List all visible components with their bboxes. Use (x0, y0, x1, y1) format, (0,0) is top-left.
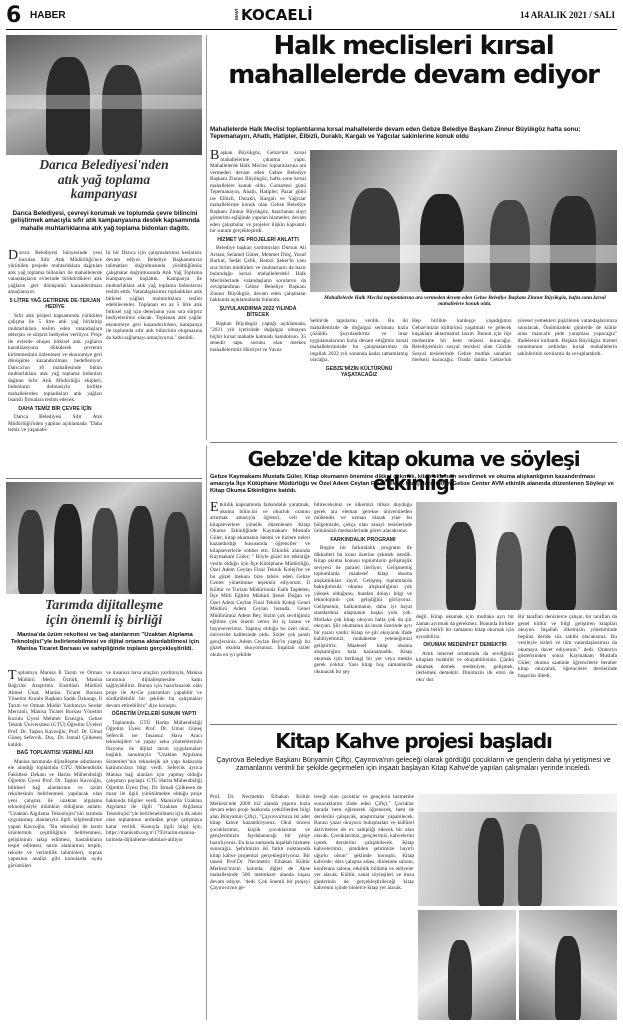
section-rule-1 (210, 442, 617, 443)
darica-col1-sub: 5 LİTRE YAĞ GETİRENE DE-TERJAN HEDİYE (9, 297, 101, 310)
manisa-lead: Manisa'da üzüm rekoltesi ve bağ alanlarının "Uzaktan Algılama Teknolojisi"yle belirlenebilmesi ve dijital ortama aktarılabilmesi için Manisa Ticaret Borsası ve sahipliğinde toplantı gerçekleştirildi. (10, 632, 200, 652)
main-lead: Mahallelerde Halk Meclisi toplantılarına kırsal mahallelerde devam eden Gebze Belediye Başkanı Zinnur Büyükgöz hafta sonu; Tepemanayırı, Ahatlı, Hatipler, Elbizli, Duraklı, Kargalı ve Yağcılar sakinlerine konuk oldu (210, 126, 581, 141)
darica-col2 (106, 250, 202, 472)
kitap-photo-3 (519, 910, 617, 1020)
gebze-col3-sub: OKUMAK MEDENİYET DEMEKTİR (423, 642, 507, 648)
main-drop-cap: B (210, 150, 220, 163)
main-col2-sub: GEBZE'MİZİN KÜLTÜRÜNÜ YAŞATACAĞIZ (325, 365, 393, 378)
gebze-headline: Gebze'de kitap okuma ve söyleşi etkinliği (247, 447, 580, 495)
gebze-col3 (416, 614, 514, 722)
gebze-lead: Gebze Kaymakamı Mustafa Güler, Kitap okumanın önemine dikkat çekmek, kitap okumayı sevdirmek ve okuma alışkanlığının kazandırılması amacıyla İlçe Kütüphane Müdürlüğü ve Özel Adem Ceylan Final Teknik Koleji tarafından Gebze Center AVM etkinlik alanında düzenlenen Söyleşi ve Kitap Okuma Etkinliğine katıldı. (210, 474, 614, 494)
darica-drop-cap: D (8, 250, 19, 263)
main-col1b: Belediye başkan yardımcıları Dursun Ali Arslan, Selamet Güner, Mehmet Dinç, Yusuf Burkut, Sedat Çelik, Remzi Şeker'in yanı sıra birim müdürleri ve muhtarların da hazır bulunduğu kırsal mahallelerdeki Halk Meclislerinde vatandaşların sorularını da cevaplandıran Gebze Belediye Başkanı Zinnur Büyükgöz, devam eden çalışmalar hakkında açıklamalarda bulundu. (210, 245, 306, 303)
darica-headline-line3: kampanyası (70, 186, 138, 201)
gebze-col1 (210, 502, 310, 720)
gebze-col2-text: bitireceksiniz ve ülkemizi itibarı duyduğu gerek ara eleman gerekse üniversiteden mühendis ve uzman olarak yine bu bölgemizde, çokça olan sanayi tesislerinde ürününüzü merkezlerinde görev alacaksınız. (314, 502, 412, 534)
brand-small: MAVİ (234, 9, 239, 20)
manisa-headline-line2: için önemli iş birliği (45, 613, 163, 628)
darica-col1c: Darıca Belediyesi Sıfır Atık Müdürlüğü'nden yapılan açıklamada "Daha temiz ve yaşanabi- (8, 414, 102, 433)
main-headline-line1: Halk meclisleri kırsal (273, 31, 554, 61)
gebze-photo (416, 502, 617, 610)
gebze-col4 (518, 614, 617, 722)
main-headline-line2: mahallelerde devam ediyor (228, 60, 599, 90)
main-photo (310, 150, 617, 292)
kitap-col1 (210, 794, 310, 1020)
darica-lead: Darıca Belediyesi, çevreyi korumak ve toplumda çevre bilincini geliştirmek amacıyla sıfır atık kampanyasına destek kapsamında mahalle muhtarlıklarına atık yağ toplama bidonları dağıttı. (10, 210, 200, 232)
darica-headline-line1: Darıca Belediyesi'nden (39, 157, 169, 172)
main-headline (210, 32, 617, 90)
darica-col1b: Sıfır atık projesi kapsamında yürütülen çalışma ile 5 litre atık yağ biriktirip muhtarlıklara teslim eden vatandaşlara deterjan ve sürpriz hediyeler veriliyor. Proje ile evlerde oluşan bitkisel atık yağların kanalizasyona dökülerek çevrenin kirlenmesinin önlenmesi ve ekonomiye geri dönüşüme kazandırılması hedefleniyor. Darıca'nın 16 mahallesinde bütün muhtarlıklara atık yağ toplama bidonları dağıtan Sıfır Atık Müdürlüğü ekipleri, bidonların dolmasıyla birlikte mahallelerden topladıkları atık yağları lisanslı firmalara teslim edecek. (8, 312, 102, 403)
main-col2 (310, 318, 408, 440)
darica-col1 (8, 250, 102, 472)
kitap-col2-text: leceği olan çocuklar ve gençlerin hizmetine sunacaklarını ifade eden Çiftçi," Çocuklar burada hem eğlenerek öğrenecek, hem de derslerini çalışacak, araştırmalar yapabilecek. Burası yazar okuyucu buluşmaları ve kültürel aktivitelere de ev sahipliği edecek bir alan olacak. Çocuklarımız, gençlerimiz, kahvelerini içerek derslerini çalışabilecek. Kitap kahvelerimiz, şimdiden şehrimize hayırlı uğurlu olsun" şeklinde konuştu. Kitap kahvede; ders çalışma odası, dinlenme salonu, konferans salonu, etkinlik bölümü ve atölyeler yer alacak. Kültür, sanat söyleşileri ve imza günlerinin de gerçekleştirileceği kitap kahvenin içinde binlerce kitap yer alacak. (314, 794, 414, 891)
kitap-photo-2 (418, 910, 516, 1020)
darica-photo (6, 35, 202, 155)
main-col1 (210, 150, 306, 440)
manisa-col1b: Manisa tarımında dijitalleşme adımlarını ele alındığı toplantıda GTÜ Mühendislik Fakültesi Dekanı ve Harita Mühendisliği Öğretim Üyesi Prof. Dr. Taşkın Kavzoğlu, bilimsel bağ alanlarının ve üzüm rekoltesinin belirlenmesi yapılacak olan yeni çalışma ile uzaktan algılama teknolojisiyle mümkün olduğunu anlattı. "Uzaktan Algılama Teknolojisi"nin tarımda uygulanmış alanlarıyla ilgili bilgilendirme yapan Kavzoğlu, "Bu teknoloji ile tarım ürünlerinin çeşitliliğinin belirlenmesi, gelişiminin takip edilmesi, hastalıkların tespit edilmesi, tarım alanlarının tespiti, rekolte ve verimlilik tahminleri, toprak yapısının analizi gibi konularda uydu görüntüleri (8, 758, 102, 869)
main-col2-text: Selim'de tapularını verdik. Bu iki mahallemizde de doğalgaz serümanı hızla çözüldü. Şuyulandırma ve imar uygulamalarının hızla devam ettiğimiz kırsal mahallelerimizde bu çalışmalarımızı da inşallah 2022 yılı sonunda kadar tamamlamış olacağız. (310, 318, 408, 363)
section-name: HABER (30, 10, 66, 21)
manisa-col2 (106, 670, 202, 1020)
manisa-col1-text: oplantıya Manisa İl Tarım ve Orman Müdürü Metin Öztürk, Manisa Bağcılık Araştırma Enstitüsü Müdürü Ahmet Ünal, Manisa Ticaret Borsası Yönetim Kurulu Başkanı Sadık Özkasap, İl Tarım ve Orman Müdür Yardımcısı Serdar Mercanlı, Manisa Ticaret Borsası Yönetim Kurulu Üyesi Mehmet Ersezgin, Gebze Teknik Üniversitesi (GTÜ) Öğretim Üyeleri Prof. Dr. Taşkın Kavzoğlu, Prof. Dr. Umut Güneş Sefercik, Doç. Dr. İsmail Çölkesen katıldı. (8, 670, 102, 748)
column-divider (206, 35, 207, 440)
gebze-drop-cap: E (210, 502, 219, 515)
manisa-col2b: Toplantıda GTÜ Harita Mühendisliği Öğretim Üyesi Prof. Dr. Umut Güneş Sefercik ise İnsansız Hava Aracı teknolojileri ve yapay zeka yöntemlerinin füzyonu ile dijital tarım uygulamaları başlıklı sunumuyla "Uzaktan Algılama Sistemleri"nin teknolojik alt yapı hakkında katılımcılara bilgi verdi. Sefercik ayrıca Manisa bağ alanları için yapmış olduğu çalışmayı paylaştı. GTÜ Harita Mühendisliği Öğretim Üyesi Doç. Dr. İsmail Çölkesen de mısır ile ilgili yürütülmekte olduğu proje hakkında bilgiler verdi. Manisa'da Uzaktan Algılama ile ilgili "Uzaktan Algılama Teknolojisi"yle belirlenebilmesi için ilk adım olan toplantının ardından proje çalışmaya karar verildi. Konuyla ilgili bilgi için; https://manisath.org.tr/1793/tarim-manisa-tarimda-dijitalleme-adimlari-atiliyor (106, 719, 202, 843)
kitap-headline: Kitap Kahve projesi başladı (275, 729, 552, 753)
main-col2b: Hep birlikte kardeşçe yaşadığımız Gebze'mizin kültürünü yaşatmalı ve gelecek kuşaklara aktarmamız lazım. Bunun için ilçe merkezine bir kent müzesi kuracağız. Belediyemizin sosyal tesisleri olan Güzide Sosyal tesislerinde Gebze mutfak sanatları merkezi kuracağız. Orada daima Gebze'nin yöresel yemekleri pişirilerek vatandaşlarımıza sunulacak. Önümüzdeki günlerde de kültür arası mancarlı pide yarışması yapacağız" ifadelerini kullandı. Başkan Büyükgöz hizmet sunumunun ardından kırsal mahallelerin sakinlerinin sorularını da cevaplandırdı. (412, 318, 617, 363)
kitap-col2 (314, 794, 414, 1020)
manisa-drop-cap: T (8, 670, 17, 683)
manisa-photo (6, 482, 202, 594)
gebze-col1-text: tkinlik kapsamında farkındalık yaratmak, okuma bilincini ve okurluk oranını artırmak amacıyla öğrenci, veli ve kitapseverlere yönelik düzenlenen Kitap Okuma Etkinliğinde Kaymakam Mustafa Güler, kitap okumanın önemi ve bizlere neleri kazandırdığı hususunda öğrenciler ve kitapseverlerle sohbet etti. Etkinlik alanında Kaymakam Güler; " Böyle güzel bir etkinliğe vesile olduğu için İlçe Kütüphane Müdürlüğü, Özel Adem Ceylan Final Teknik Koleji'ne ve bu güzel mekanı bize tahsis eden Gebze Center yönetimine teşekkür ediyorum. İl Kültür ve Turizm Müdürümüz Fatih Taşdelen, İlçe Milli Eğitim Müdürü Şenol Doğan ve Özel Adem Ceylan Final Teknik Koleji Genel Müdürü Adem Ceylan bunada. Genel Müdürümüz Adem Bey, bizim çok sevdiğimiz eğitime çok önemi veren bir iş insanı ve hayırseverimiz. Yapmış olduğu bu özel okul, üniversite kalitesinde oldu. Sizler çok şanslı gençlersiniz. Adem Ceylan Bey'in yaptığı bu güzel okulda okuyorsunuz. İnşallah sizler okula en iyi şekilde (210, 502, 310, 658)
main-col1-sub2: ŞUYULANDIRMA 2022 YILINDA BİTECEK (219, 305, 297, 318)
section-rule-3 (210, 724, 617, 725)
gebze-col3b: Artık internet ortamında da sevdiğiniz kitapları bulabilir ve okuyabilirsiniz. Çünkü okumak demek medeniyet, gelişmek, ilerlemek demektir. Dinimizin ilk emri de oku' dur. (416, 650, 514, 683)
gebze-col2-sub: FARKINDALIK PROGRAMI (330, 536, 396, 543)
darica-headline-line2: atık yağ toplama (57, 171, 151, 187)
page-header (0, 0, 623, 30)
gebze-col2 (314, 502, 412, 720)
page-number: 6 (6, 3, 22, 28)
manisa-headline (6, 598, 202, 628)
main-col1c: Başkan Büyükgöz yaptığı açıklamada, "2021 yılı içerisinde doğalgaz olmayan hiçbir kırsal mahalle kalmadı hamdolsun. 35 senedir tapu sorunu olan merkez mahallelerimiz Hürriyet ve Yavuz (210, 320, 306, 353)
darica-headline (6, 158, 202, 202)
manisa-col1-sub: BAĞ TOPLANTISI VERİMLİ ADI (16, 750, 94, 756)
manisa-col2-sub: ÖĞRETİM ÜYELERİ SUNUM YAPTI (111, 711, 197, 717)
manisa-col1 (8, 670, 102, 1020)
brand-name: KOCAELİ (241, 6, 313, 24)
darica-col1-sub2: DAHA TEMİZ BİR ÇEVRE İÇİN (18, 405, 92, 412)
section-rule-2 (6, 478, 202, 479)
kitap-col1-text: Prof. Dr. Necmettin Erbakan Kültür Merkezi'nde 2000 m2 alanda yapımı hızla devam eden proje hakkında yetkililerden bilgi alan Bünyamin Çiftçi, "Çayırova'mıza iki adet kitap kahve kazandırıyoruz. Okul öncesi çocuklarımız, küçük çocuklarımız ve gençlerimizin faydalanacağı bir proje hazırlıyoruz. En kısa zamanda inşallah hizmete sunacağız. Şehrimizin iki farklı noktasında kitap kahve projemizi gerçekleştiriyoruz. Bir tanesi Prof.Dr. Necmettin Erbakan Kültür Merkezi'mizin kalında, diğeri de Akse mahallesinde 500 metrekare alanda inşası devam ediyor. "dedi. Çok önemli bir projeyi Çayırova'nın ge- (210, 794, 310, 891)
column-divider-2 (206, 445, 207, 1020)
main-photo-caption: Mahallelerde Halk Meclisi toplantılarına ara vermeden devam eden Gebze Belediye Başkanı Zinnur Büyükgöz, hafta sonu kırsal mahallelere konuk oldu. (324, 295, 606, 308)
main-col3 (412, 318, 617, 440)
main-col1-sub: HİZMET VE PROJELERİ ANLATTI (217, 236, 299, 243)
kitap-lead: Çayırova Belediye Başkanı Bünyamin Çiftçi, Çayırova'nın geleceği olarak gördüğü çocukların ve gençlerin daha iyi yetişmesi ve zamanlarını verimli bir şekilde geçirmeleri için inşaatı başlayan Kitap Kahve'de yapılan çalışmaları yerinde inceledi. (216, 757, 611, 773)
manisa-col2-text: ve insansız hava araçları yardımıyla, Manisa tarımının dijitalleşmesine katkı sağlayabiliriz. Bunun için hazırlanacak olan proje ile Ar-Ge yatırımları yapabilir ve sürdürülebilir bir şekilde bu çalışmaları devam ettirebiliriz" diye konuştu. (106, 670, 202, 709)
header-rule (6, 29, 617, 30)
kitap-photo-1 (418, 794, 617, 906)
darica-col2-text: lir bir Darıca için çalışmalarımız kesintisiz devam ediyor. Belediye Başkanımızın talimatları doğrultusunda yürüttüğümüz çalışmalar doğrultusunda Atık Yağ Toplama Kampanyası başlattık. Kampanya ile muhtarlıklara atık yağ toplama bidonlarını teslim ettik. Vatandaşlarımız topladıkları atık bitkisel yağları muhtarlıklara teslim edebilecekler. Toplanan en az 5 litre atık bitkisel yağ için deterjanın yanı sıra sürpriz hediyelerimiz olacak. Toplanan atık yağlar ekonomiye geri kazandırılırken, kampanya ile toplumda sıfır atık bilincinin oluşmasına da katkı sağlamayı amaçlıyoruz." denildi. (106, 250, 202, 341)
gebze-col3-text: değil. Kitap okumak için mutlaka ayrı bir zaman ayırmak da gerekmez. Bununla birlikte günün belirli bir zamanını kitap okumak için ayırabiliriz. (416, 614, 514, 640)
manisa-headline-line1: Tarımda dijitalleşme (44, 598, 164, 613)
main-col1-text: aşkan Büyükgöz, Gebze'nin kırsal mahallelerine çıkarma yaptı. Mahallelerde Halk Meclisi toplantılarına ara vermeden devam eden Gebze Belediye Başkanı Zinnur Büyükgöz, hafta sonu kırsal mahallelere konuk oldu. Cumartesi günü Tepemanayırı, Ahatlı, Hatipler; Pazar günü ise Elbizli, Duraklı, Kargalı ve Yağcılar mahallelerine konuk olan Gebze Belediye Başkanı Zinnur Büyükgöz, hazırlanan slayt gösterimi eşliğinde yapılan hizmetler, devam eden çalışmalar ve projeler ilişkin kapsamlı bir sunum gerçekleştirdi. (210, 150, 306, 234)
gebze-col2b: Bugün bir farkındalık programı ile dikkatleri bu konu üzerine çekmek istedik. Kitap okuma konusu toplumların gelişmişlik seviyesi ile paralel ilerliyor. Gelişmemiş toplumlarda maalesef kitap okuma alışkanlıkları zayıf. Gelişmiş toplumlarda baktığımızda okuma alışkanlığının çok yüksek olduğunu, bundan dolayı bilgi ve teknolojinin çok geliştiğini görüyoruz. Gelişmenin, kalkınmanın, daha iyi hayat standardına ulaşmanın başka yolu yok. Mutlaka çok kitap okuyun hatta çok da şiir okuyun. Şiir okumanın da insan üzerinde ayrı bir yararı vardır. Kitap ve şiir okuyarak ifade kabiliyetimizi, muhakeme yeteneğimizi geliştiririz. Maalesef kitap okuma alışkanlığını hala kazanamadık. Kitap okumak için herhangi bir yer veya mekân gerek yoktur. Yanı kitap boş zamanlarda okunacak bir şey (314, 545, 412, 675)
issue-date: 14 ARALIK 2021 / SALI (519, 10, 615, 20)
gebze-col4-text: Bir tarafları denizlerce çalışın, bir tarafları da genel kültür ve bilgi geliştiren kitapları okuyun. İnşallah ülkemizin yönetiminde hepiniz ileride söz sahibi olacaksınız. Bu vesileyle sizleri ve tüm vatandaşlarımızı da okumaya davet ediyorum." dedi. Oratoryo gösterisinden sonra Kaymakam Mustafa Güler, okuma saatinde öğrencilerle beraber kitap okuyarak, öğrencilere derslerinde başarılar diledi. (518, 614, 617, 679)
masthead-logo (234, 5, 354, 25)
darica-col1-text: arıca Belediyesi bünyesinde yeni kurulan Sıfır Atık Müdürlüğü'nce yürütülen projede muhtarlıklara dağıtılan atık yağ toplama bidonları ile mahallelerde vatandaşların evlerinde biriktirdikleri atık yağların geri dönüşümü kazandırılması amaçlanıyor. (8, 250, 102, 295)
